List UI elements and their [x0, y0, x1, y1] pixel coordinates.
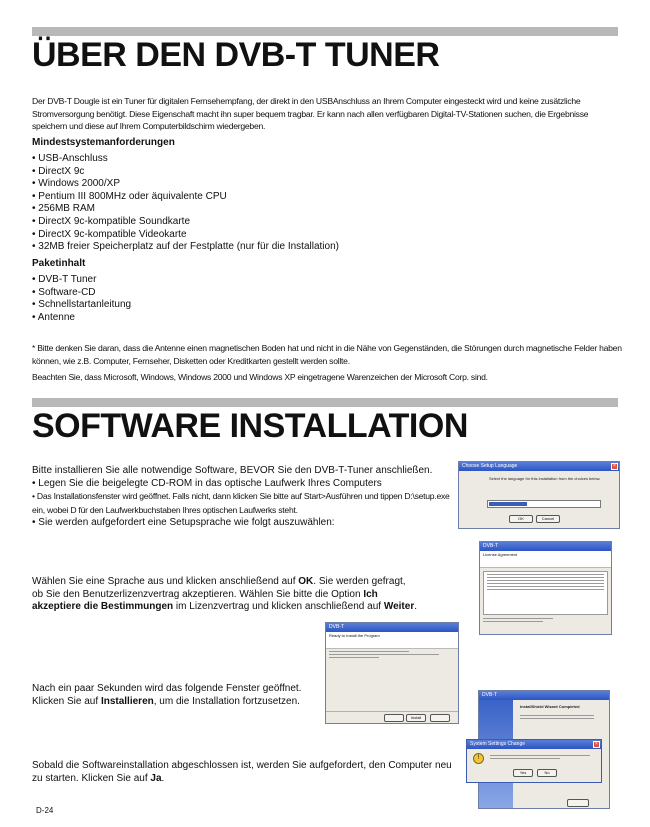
install-step-1d: • Sie werden aufgefordert eine Setupsprache wie folgt auszuwählen: — [32, 517, 335, 528]
cancel-button — [430, 714, 450, 722]
list-item: • Antenne — [32, 312, 131, 325]
section-bar-top — [32, 27, 618, 36]
trademark-note: Beachten Sie, dass Microsoft, Windows, Windows 2000 und Windows XP eingetragene Warenzeichen der Microsoft Corp. sind. — [32, 372, 488, 382]
package-list — [32, 274, 131, 324]
install-step-3 — [32, 683, 314, 708]
list-item: • DirectX 9c-kompatible Videokarte — [32, 229, 339, 242]
dialog-titlebar: DVB-T — [479, 691, 609, 700]
dialog-title: License Agreement — [483, 552, 518, 557]
text: . — [161, 772, 165, 784]
package-heading: Paketinhalt — [32, 258, 86, 269]
finish-button — [567, 799, 589, 807]
back-button — [384, 714, 404, 722]
dialog-title: InstallShield Wizard Completed — [520, 704, 580, 709]
dialog-title: Ready to Install the Program — [329, 633, 380, 638]
cancel-button: Cancel — [536, 515, 560, 523]
dialog-text: Select the language for this installation from the choices below. — [489, 476, 601, 481]
text: im Lizenzvertrag und klicken anschließend auf — [173, 601, 384, 612]
no-button: No — [537, 769, 557, 777]
license-dialog — [479, 541, 612, 635]
language-select — [487, 500, 601, 508]
list-item: • Schnellstartanleitung — [32, 299, 131, 312]
system-settings-change-dialog — [466, 739, 602, 783]
list-item: • Software-CD — [32, 287, 131, 300]
install-step-1b: • Legen Sie die beigelegte CD-ROM in das optische Laufwerk Ihres Computers — [32, 477, 382, 489]
list-item: • DVB-T Tuner — [32, 274, 131, 287]
page-number: D-24 — [36, 806, 54, 815]
section-bar-install — [32, 398, 618, 407]
text: Sobald die Softwareinstallation abgeschlossen ist, werden Sie aufgefordert, den Computer neu zu starten. Klicken Sie auf — [32, 760, 452, 784]
requirements-heading: Mindestsystemanforderungen — [32, 137, 175, 148]
text: , um die Installation fortzusetzen. — [153, 695, 300, 707]
dialog-header — [480, 551, 611, 568]
list-item: • DirectX 9c — [32, 166, 339, 179]
dialog-title: Choose Setup Language — [462, 463, 518, 469]
install-emphasis: Installieren — [100, 695, 154, 707]
dialog-header — [326, 632, 458, 649]
install-step-1 — [32, 465, 458, 530]
about-intro: Der DVB-T Dougle ist ein Tuner für digitalen Fernsehempfang, der direkt in den USBAnschluss an Ihrem Computer eingesteckt wird und keine zusätzliche Stromversorgung benötigt. Diese Eigenschaft macht ihn super bequem tragbar. Er kann nach allen verfügbaren Digital-TV-Stationen suchen, die Ergebnisse speichern und diese auf Ihrem Computerbildschirm wiedergeben. — [32, 96, 589, 131]
text: Nach ein paar Sekunden wird das folgende Fenster geöffnet. Klicken Sie auf — [32, 683, 302, 707]
antenna-note: * Bitte denken Sie daran, dass die Antenne einen magnetischen Boden hat und nicht in die Nähe von Gegenständen, die Störungen durch magnetische Felder haben können, wie z.B. Computer, Fernseher, Disketten oder Kreditkarten gestellt werden sollte. — [32, 343, 622, 366]
ready-to-install-dialog — [325, 622, 459, 724]
install-step-2 — [32, 576, 418, 614]
about-title: ÜBER DEN DVB-T TUNER — [32, 36, 440, 74]
yes-emphasis: Ja — [150, 772, 162, 784]
list-item: • 32MB freier Speicherplatz auf der Festplatte (nur für die Installation) — [32, 241, 339, 254]
dialog-titlebar: DVB-T — [326, 623, 458, 632]
install-step-1c: • Das Installationsfenster wird geöffnet. Falls nicht, dann klicken Sie bitte auf Start>Ausführen und tippen D:\setup.exe ein, wobei D für den Laufwerkbuchstaben Ihres optischen Laufwerks steht. — [32, 491, 450, 515]
install-title: SOFTWARE INSTALLATION — [32, 407, 468, 445]
text: . — [414, 601, 417, 612]
dialog-titlebar: DVB-T — [480, 542, 611, 551]
install-step-1a: Bitte installieren Sie alle notwendige Software, BEVOR Sie den DVB-T-Tuner anschließen. — [32, 465, 433, 476]
next-emphasis: Weiter — [383, 601, 415, 612]
list-item: • DirectX 9c-kompatible Soundkarte — [32, 216, 339, 229]
install-step-4 — [32, 760, 452, 785]
dialog-title: System Settings Change — [470, 741, 526, 747]
list-item: • Windows 2000/XP — [32, 178, 339, 191]
close-icon: × — [611, 463, 618, 470]
license-textbox — [483, 571, 608, 615]
list-item: • Pentium III 800MHz oder äquivalente CPU — [32, 191, 339, 204]
list-item: • 256MB RAM — [32, 203, 339, 216]
text: . Sie werden gefragt, ob Sie den Benutzerlizenzvertrag akzeptieren. Wählen Sie bitte die Option — [32, 576, 406, 600]
requirements-list — [32, 153, 339, 254]
text: Wählen Sie eine Sprache aus und klicken anschließend auf — [32, 576, 299, 587]
dialog-titlebar — [459, 462, 619, 471]
warning-icon: ! — [473, 753, 484, 764]
yes-button: Yes — [513, 769, 533, 777]
list-item: • USB-Anschluss — [32, 153, 339, 166]
dialog-titlebar — [467, 740, 601, 749]
accept-emphasis: Ich akzeptiere die Bestimmungen — [32, 588, 378, 612]
ok-button: OK — [509, 515, 533, 523]
close-icon: × — [593, 741, 600, 748]
ok-emphasis: OK — [298, 576, 314, 587]
setup-language-dialog — [458, 461, 620, 529]
install-button: Install — [406, 714, 426, 722]
